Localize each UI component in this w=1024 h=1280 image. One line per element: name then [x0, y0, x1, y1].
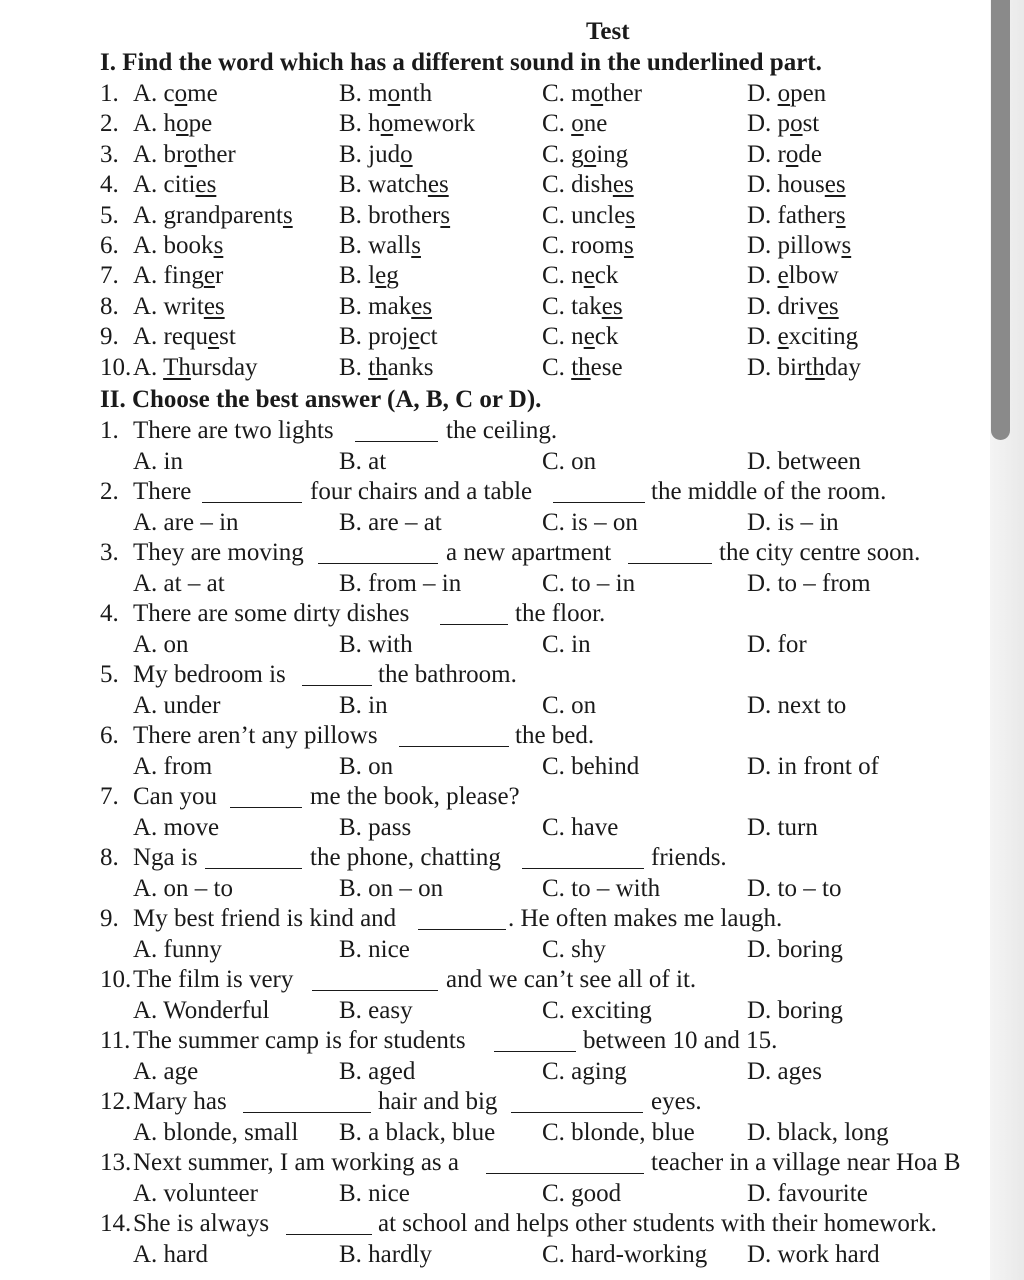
answer-option: D. birthday [747, 353, 861, 381]
answer-option: D. open [747, 80, 827, 107]
question-row [0, 78, 990, 110]
question-stem [0, 659, 990, 691]
stem-text: There are some dirty dishes [133, 600, 410, 627]
options-row [0, 690, 990, 722]
answer-option: B. from – in [339, 569, 462, 597]
underlined-part: o [380, 110, 394, 138]
answer-option: B. brothers [339, 201, 451, 229]
answer-option: C. takes [542, 292, 623, 320]
stem-text: the middle of the room. [651, 478, 887, 505]
stem-text: Mary has [133, 1088, 227, 1115]
answer-option: C. rooms [542, 232, 634, 259]
question-row [0, 200, 990, 232]
answer-option: A. hope [133, 110, 213, 138]
answer-option: A. writes [133, 292, 225, 320]
underlined-part: e [777, 262, 789, 290]
underlined-part: s [282, 201, 293, 229]
answer-option: C. neck [542, 323, 619, 351]
underlined-part: e [583, 262, 595, 290]
answer-option: C. mother [542, 80, 642, 107]
answer-blank [522, 848, 644, 869]
stem-text: Next summer, I am working as a [133, 1149, 460, 1176]
answer-option: B. watches [339, 171, 449, 199]
underlined-part: th [805, 353, 825, 381]
underlined-part: e [203, 262, 215, 290]
question-number: 9. [100, 323, 119, 351]
answer-option: C. uncles [542, 201, 636, 229]
answer-option: A. are – in [133, 508, 239, 536]
answer-option: C. have [542, 813, 619, 841]
question-number: 3. [100, 539, 119, 566]
answer-option: A. books [133, 232, 224, 259]
underlined-part: o [777, 80, 791, 107]
underlined-part: o [176, 110, 189, 138]
question-stem [0, 1147, 990, 1179]
answer-option: B. at [339, 447, 387, 475]
question-number: 1. [100, 417, 119, 444]
answer-option: A. cities [133, 171, 217, 199]
stem-text: . He often makes me laugh. [508, 905, 783, 932]
stem-text: four chairs and a table [310, 478, 533, 505]
answer-option: B. walls [339, 232, 421, 259]
stem-text: hair and big [378, 1088, 498, 1115]
answer-option: A. funny [133, 935, 222, 963]
answer-option: B. easy [339, 996, 413, 1024]
options-row [0, 1239, 990, 1271]
answer-option: B. hardly [339, 1240, 433, 1268]
answer-option: B. aged [339, 1057, 416, 1085]
underlined-part: o [571, 110, 584, 138]
options-row [0, 995, 990, 1027]
options-row [0, 873, 990, 905]
answer-option: D. turn [747, 813, 818, 841]
question-number: 10. [100, 353, 132, 381]
underlined-part: s [625, 201, 636, 229]
answer-option: B. project [339, 323, 438, 351]
stem-text: the floor. [515, 600, 606, 627]
underlined-part: o [583, 140, 597, 168]
question-row [0, 321, 990, 353]
question-number: 7. [100, 783, 119, 810]
answer-blank [511, 1092, 643, 1113]
answer-option: C. aging [542, 1057, 627, 1085]
question-stem [0, 1208, 990, 1240]
stem-text: eyes. [651, 1088, 702, 1115]
answer-blank [312, 970, 438, 991]
answer-option: A. hard [133, 1240, 208, 1268]
answer-option: A. grandparents [133, 201, 293, 229]
underlined-part: e [777, 323, 789, 351]
stem-text: between 10 and 15. [583, 1027, 778, 1054]
answer-option: A. finger [133, 262, 224, 290]
answer-option: C. to – with [542, 874, 661, 902]
answer-blank [202, 482, 302, 503]
answer-option: B. makes [339, 292, 433, 320]
answer-blank [440, 604, 508, 625]
answer-option: D. work hard [747, 1240, 880, 1268]
stem-text: There [133, 478, 192, 505]
question-stem [0, 720, 990, 752]
question-stem [0, 964, 990, 996]
stem-text: There aren’t any pillows [133, 722, 378, 749]
answer-option: A. move [133, 813, 220, 841]
question-number: 10. [100, 966, 132, 993]
underlined-part: o [400, 140, 413, 168]
answer-option: D. boring [747, 996, 843, 1024]
stem-text: Nga is [133, 844, 198, 871]
stem-text: the ceiling. [446, 417, 558, 444]
question-number: 4. [100, 171, 119, 199]
answer-option: D. is – in [747, 508, 839, 536]
question-stem [0, 1086, 990, 1118]
options-row [0, 812, 990, 844]
answer-option: B. nice [339, 1179, 410, 1207]
answer-option: A. on – to [133, 874, 233, 902]
stem-text: friends. [651, 844, 727, 871]
options-row [0, 934, 990, 966]
answer-option: C. behind [542, 752, 640, 780]
options-row [0, 629, 990, 661]
question-number: 11. [100, 1027, 131, 1054]
answer-option: B. with [339, 630, 413, 658]
underlined-part: th [368, 353, 388, 381]
answer-option: B. nice [339, 935, 410, 963]
stem-text: There are two lights [133, 417, 334, 444]
underlined-part: s [835, 201, 846, 229]
question-row [0, 260, 990, 292]
underlined-part: s [623, 232, 634, 259]
answer-blank [318, 543, 438, 564]
question-number: 1. [100, 80, 119, 107]
stem-text: the bed. [515, 722, 595, 749]
answer-option: C. dishes [542, 171, 634, 199]
answer-option: C. one [542, 110, 608, 138]
stem-text: the bathroom. [378, 661, 517, 688]
scrollbar-thumb[interactable] [991, 0, 1010, 440]
question-number: 14. [100, 1210, 132, 1237]
answer-blank [286, 1214, 372, 1235]
underlined-part: es [601, 292, 623, 320]
question-stem [0, 476, 990, 508]
underlined-part: o [590, 80, 604, 107]
answer-option: A. in [133, 447, 183, 475]
question-number: 2. [100, 478, 119, 505]
underlined-part: es [195, 171, 217, 199]
question-number: 5. [100, 201, 119, 229]
answer-option: A. on [133, 630, 189, 658]
answer-option: A. request [133, 323, 236, 351]
answer-option: B. month [339, 80, 433, 107]
answer-option: A. blonde, small [133, 1118, 299, 1146]
underlined-part: o [174, 80, 188, 107]
answer-option: D. elbow [747, 262, 839, 290]
answer-option: B. thanks [339, 353, 434, 381]
answer-option: D. pillows [747, 232, 852, 259]
answer-option: C. on [542, 447, 597, 475]
underlined-part: s [841, 232, 852, 259]
question-number: 4. [100, 600, 119, 627]
answer-option: A. Thursday [133, 353, 258, 381]
underlined-part: es [612, 171, 634, 199]
answer-blank [494, 1031, 576, 1052]
question-row [0, 291, 990, 323]
question-row [0, 139, 990, 171]
answer-blank [628, 543, 712, 564]
answer-option: C. exciting [542, 996, 652, 1024]
stem-text: the city centre soon. [719, 539, 921, 566]
question-stem [0, 415, 990, 447]
answer-option: B. on [339, 752, 394, 780]
question-row [0, 230, 990, 262]
answer-option: A. age [133, 1057, 199, 1085]
answer-option: C. shy [542, 935, 606, 963]
underlined-part: es [203, 292, 225, 320]
underlined-part: e [408, 323, 420, 351]
question-stem [0, 537, 990, 569]
question-number: 2. [100, 110, 119, 138]
underlined-part: o [790, 110, 803, 138]
answer-option: C. is – on [542, 508, 638, 536]
underlined-part: e [583, 323, 595, 351]
answer-option: D. to – from [747, 569, 871, 597]
answer-option: D. rode [747, 140, 822, 168]
underlined-part: th [571, 353, 591, 381]
question-number: 6. [100, 232, 119, 259]
question-number: 7. [100, 262, 119, 290]
underlined-part: s [411, 232, 421, 259]
answer-blank [486, 1153, 644, 1174]
underlined-part: Th [163, 353, 191, 381]
answer-option: B. homework [339, 110, 476, 138]
answer-blank [302, 665, 372, 686]
options-row [0, 1117, 990, 1149]
options-row [0, 751, 990, 783]
stem-text: me the book, please? [310, 783, 520, 810]
answer-option: A. Wonderful [133, 996, 270, 1024]
answer-option: A. from [133, 752, 213, 780]
underlined-part: o [184, 140, 197, 168]
question-number: 5. [100, 661, 119, 688]
question-stem [0, 903, 990, 935]
underlined-part: es [411, 292, 433, 320]
section-2-heading: II. Choose the best answer (A, B, C or D). [100, 386, 542, 413]
answer-blank [553, 482, 645, 503]
underlined-part: e [207, 323, 220, 351]
answer-option: C. good [542, 1179, 622, 1207]
answer-option: A. at – at [133, 569, 225, 597]
question-stem [0, 842, 990, 874]
answer-option: C. hard-working [542, 1240, 708, 1268]
answer-option: D. to – to [747, 874, 842, 902]
options-row [0, 507, 990, 539]
stem-text: The film is very [133, 966, 294, 993]
options-row [0, 1056, 990, 1088]
answer-option: D. black, long [747, 1118, 889, 1146]
underlined-part: es [427, 171, 449, 199]
underlined-part: o [785, 140, 799, 168]
question-row [0, 108, 990, 140]
answer-option: B. on – on [339, 874, 444, 902]
underlined-part: es [824, 171, 846, 199]
answer-option: D. favourite [747, 1179, 868, 1207]
answer-option: D. ages [747, 1057, 822, 1085]
answer-option: D. exciting [747, 323, 859, 351]
stem-text: the phone, chatting [310, 844, 501, 871]
answer-blank [243, 1092, 371, 1113]
question-number: 8. [100, 292, 119, 320]
stem-text: She is always [133, 1210, 270, 1237]
answer-option: C. to – in [542, 569, 636, 597]
stem-text: My bedroom is [133, 661, 286, 688]
answer-option: B. in [339, 691, 388, 719]
stem-text: teacher in a village near Hoa B [651, 1149, 961, 1176]
answer-blank [418, 909, 506, 930]
answer-option: B. judo [339, 140, 413, 168]
answer-blank [355, 421, 438, 442]
stem-text: Can you [133, 783, 218, 810]
answer-option: A. volunteer [133, 1179, 258, 1207]
question-number: 13. [100, 1149, 132, 1176]
answer-option: D. post [747, 110, 820, 138]
stem-text: a new apartment [446, 539, 612, 566]
question-row [0, 352, 990, 384]
stem-text: They are moving [133, 539, 304, 566]
answer-option: C. blonde, blue [542, 1118, 695, 1146]
answer-option: D. next to [747, 691, 847, 719]
section-1-heading: I. Find the word which has a different sound in the underlined part. [100, 49, 822, 76]
question-stem [0, 1025, 990, 1057]
answer-option: A. under [133, 691, 221, 719]
answer-option: D. for [747, 630, 807, 658]
answer-blank [399, 726, 509, 747]
answer-option: A. brother [133, 140, 236, 168]
answer-option: D. between [747, 447, 861, 475]
question-stem [0, 781, 990, 813]
answer-option: C. these [542, 353, 623, 381]
answer-option: B. a black, blue [339, 1118, 496, 1146]
answer-option: B. leg [339, 262, 399, 290]
answer-blank [205, 848, 302, 869]
answer-option: C. neck [542, 262, 619, 290]
stem-text: at school and helps other students with their homework. [378, 1210, 937, 1237]
options-row [0, 568, 990, 600]
underlined-part: e [375, 262, 387, 290]
answer-option: C. going [542, 140, 629, 168]
underlined-part: es [817, 292, 839, 320]
question-number: 12. [100, 1088, 132, 1115]
answer-option: D. drives [747, 292, 839, 320]
answer-option: A. come [133, 80, 218, 107]
stem-text: and we can’t see all of it. [446, 966, 697, 993]
question-number: 8. [100, 844, 119, 871]
answer-option: D. boring [747, 935, 843, 963]
underlined-part: s [440, 201, 451, 229]
question-number: 6. [100, 722, 119, 749]
answer-option: D. houses [747, 171, 846, 199]
question-number: 9. [100, 905, 119, 932]
underlined-part: o [387, 80, 401, 107]
options-row [0, 446, 990, 478]
options-row [0, 1178, 990, 1210]
answer-blank [230, 787, 302, 808]
question-stem [0, 598, 990, 630]
stem-text: My best friend is kind and [133, 905, 397, 932]
question-number: 3. [100, 140, 119, 168]
answer-option: B. are – at [339, 508, 442, 536]
answer-option: D. fathers [747, 201, 846, 229]
answer-option: C. in [542, 630, 591, 658]
answer-option: D. in front of [747, 752, 879, 780]
answer-option: B. pass [339, 813, 412, 841]
answer-option: C. on [542, 691, 597, 719]
stem-text: The summer camp is for students [133, 1027, 466, 1054]
page-title: Test [586, 18, 630, 45]
underlined-part: s [213, 232, 224, 259]
question-row [0, 169, 990, 201]
